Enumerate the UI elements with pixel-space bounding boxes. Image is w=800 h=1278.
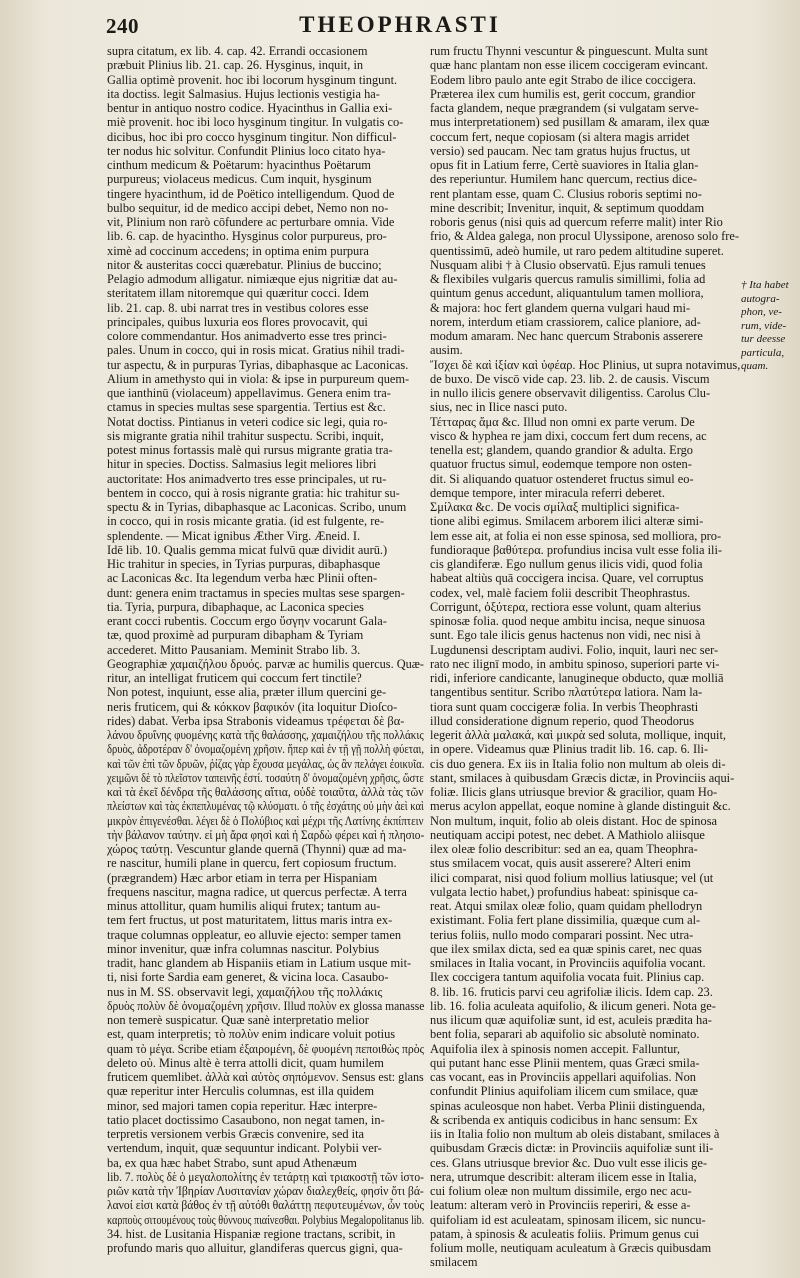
text-line: tæ, quod proximè ad purpuram dibapham & Tyriam [107, 628, 364, 643]
text-line: foliæ. Ilicis glans utriusque brevior & gracilior, quam Ho- [430, 785, 718, 799]
text-line: Idē lib. 10. Qualis gemma micat fulvū quæ dividit aurū.) [107, 542, 388, 557]
text-line: existimant. Folia fert plane dissimilia, quæque cum al- [430, 913, 701, 928]
text-line: Σμίλακα &c. De vocis σμίλαξ multiplici significa- [430, 500, 680, 514]
text-line: des reperiuntur. Humilem hanc quercum, rectius dice- [430, 172, 697, 187]
text-line: cinthum medicum & Poëtarum: hyacinthus Poëtarum [107, 158, 371, 172]
margin-note-line: † Ita habet [741, 279, 789, 291]
text-line: Notat doctiss. Pintianus in veteri codice sic legi, quia ro- [107, 414, 388, 429]
text-line: tangentibus sentitur. Scribo πλατύτερα latiora. Nam la- [430, 685, 703, 700]
text-line: τὴν βάλανον ταύτην. εἰ μὴ ἄρα φησὶ καὶ ἡ Σαρδὼ φέρει καὶ ἡ πλησιο- [107, 827, 424, 842]
text-line: que ianthinū (violaceum) appellavimus. Genera enim tra- [107, 386, 391, 400]
text-line: codex, vel, malè faciem folii describit Theophrastus. [430, 585, 691, 600]
text-line: Lugdunensi descriptam audivi. Folio, inquit, lauri nec ser- [430, 642, 719, 657]
text-line: que ilex smilax dicta, sed ea quæ spinis caret, nec quas [430, 941, 702, 956]
text-line: vulgata lectio habet,) profundius habeat: spinisque ca- [430, 884, 699, 899]
text-line: ctamus in species multas sese spargentia. Tertius est &c. [107, 400, 386, 415]
text-line: ti, nisi forte Sardia eam generet, & vicina loca. Casaubo- [107, 970, 389, 985]
text-line: purpureus; violaceus medicus. Cum inquit, hysginum [107, 172, 372, 187]
text-line: mine describit; Invenitur, inquit, & septimum quoddam [430, 200, 705, 215]
text-line: miè provenit. hoc ibi loco hysginum tingitur. In vulgatis co- [107, 115, 404, 130]
text-line: lib. 21. cap. 8. ubi narrat tres in vestibus colores esse [107, 300, 369, 315]
text-line: reat. Atqui smilax oleæ folio, quam quidam phellodryn [430, 899, 703, 913]
text-line: frio, & Aldea galega, non procul Ulyssipone, arenoso solo fre- [430, 229, 739, 244]
text-line: & scribenda ex antiquis codicibus in hanc sensum: Ex [430, 1112, 698, 1127]
text-line: μικρὸν ἐπιγενέσθαι. λέγει δὲ ὁ Πολύβιος καὶ μέχρι τῆς Λατίνης ἐκπίπτειν [107, 813, 424, 828]
text-line: de buxo. De viscō vide cap. 23. lib. 2. de causis. Viscum [430, 371, 710, 386]
text-line: dunt: genera enim tractamus in species multas sese spargen- [107, 585, 405, 600]
text-line: tia. Tyria, purpura, dibaphaque, ac Laconica species [107, 599, 364, 614]
text-line: quifoliam id est aculeatam, spinosam ilicem, sic nuncu- [430, 1212, 706, 1227]
text-line: modum amaram. Nec hanc quercum Strabonis asserere [430, 329, 703, 343]
text-line: λάνου δρυΐνης φυομένης κατὰ τῆς θαλάσσης, χαμαιζήλου τῆς πολλάκις [107, 728, 424, 742]
text-line: bentem in cocco, qui à rosis nigrante gratia: hic trahitur su- [107, 485, 400, 500]
text-line: norem, interdum etiam crassiorem, calice planiore, ad- [430, 314, 701, 329]
text-line: in nullo ilicis genere observavit diligentiss. Carolus Clu- [430, 386, 711, 400]
text-line: pales. Unum in cocco, qui in rosis micat. Gratius nihil tradi- [107, 343, 405, 358]
running-title: THEOPHRASTI [299, 12, 501, 37]
text-line: rides) dabat. Verba ipsa Strabonis videamus τρέφεται δὲ βα- [107, 713, 405, 728]
text-line: nus ilicum quæ aquifoliæ sunt, id est, aculeis prædita ha- [430, 1013, 712, 1027]
text-line: deleto οὐ. Minus altè è terra attolli dicit, quam humilem [107, 1055, 384, 1070]
text-line: smilacem [430, 1255, 478, 1270]
text-line: καὶ τῶν ἐπὶ τῶν δρυῶν, ῥίζας γὰρ ἔχουσα μεγάλας, ὡς ἂν πελάγει ἐοικυῖα. [107, 756, 424, 771]
text-line: nera, utrumque describit: alteram ilicem esse in Italia, [430, 1169, 697, 1184]
text-line: Ἴσχει δὲ καὶ ἰξίαν καὶ ὑφέαρ. Hoc Plinius, ut supra notavimus, [430, 357, 741, 372]
text-line: 8. lib. 16. fruticis parvi ceu agrifoliæ ilicis. Idem cap. 23. [430, 984, 713, 999]
text-line: colore commendantur. Hos animadverto esse tres princi- [107, 329, 387, 343]
text-line: ac Laconicas &c. Ita legendum verba hæc Plinii often- [107, 571, 378, 586]
text-line: versio) sed paucam. Nec tam gratus hujus fructus, ut [430, 143, 691, 158]
text-line: tatio placet doctissimo Casaubono, non negat tamen, in- [107, 1112, 385, 1127]
text-line: confundit Plinius aquifoliam ilicem cum smilace, quæ [430, 1084, 699, 1099]
text-line: splendente. — Micat ignibus Æther Virg. Æneid. I. [107, 528, 361, 543]
text-line: & flexibiles vulgaris quercus ramulis simillimi, folia ad [430, 272, 706, 286]
text-line: bentur in antiquo nostro codice. Hyacinthus in Gallia exi- [107, 101, 393, 115]
text-line: tiora sunt quam coccigeræ folia. In verbis Theophrasti [430, 699, 699, 714]
text-line: coccum fert, neque copiosam (si altera magis arridet [430, 129, 690, 144]
text-line: ces. Glans utriusque brevior &c. Duo vult esse ilicis ge- [430, 1155, 708, 1170]
text-line: tradit, hanc glandem ab Hispaniis etiam in Latium usque mit- [107, 956, 412, 970]
text-line: vit, Plinium non rarò cōfundere ac perturbare omnia. Vide [107, 215, 395, 229]
text-line: bulbo sequitur, id de medico accipi debet, Nemo non no- [107, 200, 389, 215]
text-line: χώρος ταύτῃ. Vescuntur glande quernā (Thynni) quæ ad ma- [107, 842, 407, 856]
text-line: ita doctiss. legit Salmasius. Hujus lectionis vestigia ha- [107, 86, 380, 101]
text-line: cis duo genera. Ex iis in Italia folio non multum ab oleis di- [430, 756, 726, 771]
text-line: nitor & austeritas cocci quærebatur. Plinius de buccino; [107, 257, 382, 272]
margin-note-line: quam. [741, 360, 769, 372]
page-number: 240 [106, 14, 139, 38]
text-line: lib. 7. πολὺς δὲ ὁ μεγαλοπολίτης ἐν τετάρτῃ καὶ τριακοστῇ τῶν ἱστο- [107, 1169, 424, 1184]
right-text-column [430, 44, 748, 1276]
text-line: Hic trahitur in species, in Tyrias purpuras, dibaphasque [107, 557, 381, 571]
text-line: demque tempore, inter miracula referri deberet. [430, 485, 665, 500]
text-line: Ilex coccigera tantum aquifolia vocata fuit. Plinius cap. [430, 970, 705, 985]
text-line: tenella est; glandem, quando grandior & adulta. Ergo [430, 443, 693, 457]
text-line: lib. 16. folia aculeata aquifolio, & ilicum generi. Nota ge- [430, 998, 716, 1013]
text-line: ριῶν κατὰ τὴν Ἰβηρίαν Λυσιτανίαν χώραν διαλεχθείς, φησὶν ὅτι βά- [107, 1184, 424, 1198]
text-line: supra citatum, ex lib. 4. cap. 42. Errandi occasionem [107, 44, 368, 58]
text-line: merus acylon appellat, eoque nomine à glande distinguit &c. [430, 799, 731, 814]
text-line: tem fert fructus, ut post maturitatem, littus maris intra ex- [107, 913, 393, 928]
text-line: dit. Si aliquando quatuor ostenderet fructus simul eo- [430, 471, 694, 486]
text-line: legerit ἀλλὰ μαλακά, καὶ μικρὰ sed soluta, mollique, inquit, [430, 728, 727, 742]
text-line: Geographiæ χαμαιζήλου δρυός. parvæ ac humilis quercus. Quæ- [107, 656, 424, 671]
text-line: quentissimū, adeò humile, ut raro pedem altitudine superet. [430, 243, 724, 258]
text-line: est, quam interpretis; τὸ πολὺν enim indicare voluit potius [107, 1027, 396, 1042]
text-line: qui putant hanc esse Plinii mentem, quas Græci smila- [430, 1055, 700, 1070]
text-line: spectu & in Tyrias, dibaphasque ac Laconicas. Scribo, unum [107, 500, 407, 514]
text-line: patam, à spinosis & aculeatis foliis. Primum genus cui [430, 1226, 700, 1241]
text-line: vertendum, inquit, quæ sequuntur indicant. Polybii ver- [107, 1141, 382, 1156]
text-line: Non multum, inquit, folio ab oleis distant. Hoc de spinosa [430, 813, 718, 828]
text-line: tur aspectu, & in purpuras Tyrias, dibaphasque ac Laconicas. [107, 357, 409, 372]
text-line: quintum genus accedunt, aliquantulum tamen molliora, [430, 286, 704, 301]
text-line: fruticem quemlibet. ἀλλὰ καὶ αὐτὸς σηπόμενον. Sensus est: glans [107, 1070, 424, 1084]
text-line: Eodem libro paulo ante egit Strabo de ilice coccigera. [430, 72, 696, 87]
text-line: cas vocant, eas in Provinciis appellari aquifolias. Non [430, 1070, 696, 1084]
text-line: leatum: alteram verò in Provinciis reperiri, & esse a- [430, 1198, 691, 1213]
text-line: steritatem illam nitoremque qui quæritur cocci. Idem [107, 286, 369, 301]
text-line: illud consideratione dignum reperio, quod Theodorus [430, 713, 695, 728]
text-line: terpretis versionem verbis Græcis convenire, sed ita [107, 1127, 365, 1141]
text-line: 34. hist. de Lusitania Hispaniæ regione tractans, scribit, in [107, 1226, 396, 1241]
text-line: (prægrandem) Hæc arbor etiam in terra per Hispaniam [107, 870, 378, 885]
text-line: ximè ad coccinum accedens; in optima enim purpura [107, 243, 369, 258]
text-line: & majora: hoc fert glandem querna vulgari haud mi- [430, 300, 691, 315]
text-line: stant, smilaces à quibusdam Græcis dictæ, in Provinciis aqui- [430, 770, 735, 785]
text-line: Alium in amethysto qui in viola: & ipse in purpureum quem- [107, 371, 410, 386]
text-line: iis in Italia folio non multum ab oleis distabant, smilaces à [430, 1127, 720, 1141]
text-line: ridi, inferiore candicante, lanugineque obducto, quæ molliā [430, 671, 724, 685]
text-line: præbuit Plinius lib. 21. cap. 26. Hysginus, inquit, in [107, 58, 364, 73]
text-line: roboris genus (nisi quis ad quercum referre malit) inter Rio [430, 215, 723, 229]
text-line: rato nec ilignī modo, in ambitu spinoso, superiori parte vi- [430, 656, 720, 671]
text-line: καρποὺς σιτουμένους τοὺς θύννους πιαίνεσθαι. Polybius Megalopolitanus lib. [107, 1212, 424, 1227]
text-line: Præterea ilex cum humilis est, gerit coccum, grandior [430, 86, 696, 101]
margin-note-line: rum, vide- [741, 319, 787, 332]
text-line: Τέτταρας ἅμα &c. Illud non omni ex parte verum. De [430, 414, 695, 429]
text-line: quibusdam Græcis dictæ: in Provinciis aquifoliæ sunt ili- [430, 1141, 714, 1156]
text-line: minor, sed majori tamen copia reperitur. Hæc interpre- [107, 1098, 378, 1113]
text-line: principales, quibus luxuria eos flores provocavit, qui [107, 314, 368, 329]
text-line: ilex oleæ folio describitur: sed an ea, quam Theophra- [430, 842, 698, 856]
text-line: in cocco, qui in rosis micante gratia. (id est fulgente, re- [107, 514, 384, 529]
text-line: re nascitur, humili plane in quercu, fert copiosum fructum. [107, 856, 397, 871]
text-line: spinas aculeosque non habet. Verba Plinii distinguenda, [430, 1098, 706, 1113]
text-line: Non potest, inquiunt, esse alia, præter illum quercini ge- [107, 685, 387, 700]
text-line: tione alibi egimus. Smilacem arborem ilici alteræ simi- [430, 514, 704, 529]
margin-note-line: particula, [741, 346, 785, 359]
text-line: δρυὸς πολὺν δὲ ὀνομαζομένη χρῆσιν. Illud πολὺν ex glossa manasse [107, 998, 424, 1013]
text-line: sis migrante gratia nihil trahitur suspectu. Scribi, inquit, [107, 428, 384, 443]
text-line: frequens nascitur, magna radice, ut quercus perfectæ. A terra [107, 884, 407, 899]
text-line: terius foliis, nullo modo comparari possint. Nec utra- [430, 927, 694, 942]
text-line: neris fruticem, qui & κόκκον βαφικόν (ita loquitur Dioſco- [107, 699, 398, 714]
text-line: quatuor fructus simul, eodemque tempore non osten- [430, 457, 692, 472]
text-line: quæ hanc plantam non esse ilicem coccigeram evincant. [430, 58, 708, 73]
text-line: auctoritate: Hos animadverto tres esse principales, ut ru- [107, 471, 387, 486]
text-line: visco & hyphea re jam dixi, coccum fert dum recens, ac [430, 428, 707, 443]
text-line: cui folium oleæ non multum dissimile, ergo nec acu- [430, 1184, 692, 1198]
text-line: dicibus, hoc ibi pro cocco hysginum tingitur. Non difficul- [107, 129, 397, 144]
text-line: opus fit in Latium ferre, Certè suaviores in Italia glan- [430, 158, 699, 172]
text-line: smilaces in Italia vocant, in Provinciis aquifolia vocant. [430, 956, 706, 970]
margin-note-line: phon, ve- [741, 306, 782, 318]
text-line: πλείστων καὶ τὰς ἐκπεπλυμένας τῷ κλύσματι. ὁ τῆς ἐσχάτης οὐ μὴν ἀεὶ καὶ [107, 799, 424, 814]
text-line: λανοί εἰσι κατὰ βάθος ἐν τῇ αὐτόθι θαλάττῃ πεφυτευμένων, ὧν τοὺς [107, 1198, 424, 1213]
text-line: spinosæ folia. quod neque ambitu incisa, neque sinuosa [430, 614, 705, 628]
text-line: hitur in species. Doctiss. Salmasius legit meliores libri [107, 457, 377, 472]
text-line: Nusquam alibi † à Clusio observatū. Ejus ramuli tenues [430, 257, 706, 272]
text-line: facta glandem, neque prægrandem (si vulgatam serve- [430, 101, 699, 115]
text-line: folium molle, neutiquam aculeatum à Græcis quibusdam [430, 1241, 712, 1255]
text-line: lib. 6. cap. de hyacintho. Hysginus color purpureus, pro- [107, 229, 387, 244]
text-line: quæ reperitur inter Herculis columnas, est illa quidem [107, 1084, 375, 1099]
text-line: sius, nec in Ilice nasci puto. [430, 400, 568, 415]
text-line: lem esse ait, at folia ei non esse spinosa, sed molliora, pro- [430, 528, 722, 543]
text-line: bent folia, separari ab aquifolio sic absolutè nominato. [430, 1027, 700, 1042]
text-line: stus smilacem vocat, quis ausit asserere? Alteri enim [430, 856, 691, 871]
text-line: Aquifolia ilex à spinosis nomen accepit. Falluntur, [430, 1041, 681, 1056]
text-line: Corrigunt, ὀξύτερα, rectiora esse volunt, quam alterius [430, 599, 701, 614]
text-line: Pelagio admodum alligatur. nimiæque ejus nigritiæ dat au- [107, 272, 398, 286]
text-line: fundioraque βαθύτερα. profundius incisa vult esse folia ili- [430, 542, 723, 557]
margin-note-line: autogra- [741, 292, 780, 305]
text-line: traque columnas oppleatur, eo alluvie ejecto: semper tamen [107, 927, 402, 942]
text-line: profundo maris quo alluitur, glandiferas quercus gigni, qua- [107, 1241, 403, 1255]
text-line: mus interpretationem) sed pusillam & amaram, ilex quæ [430, 115, 710, 130]
text-line: καὶ τὰ ἐκεῖ δένδρα τῆς θαλάσσης αἴτια, οὐδὲ τοιαῦτα, ἀλλὰ τὰς τῶν [107, 785, 424, 799]
text-line: non temerè suspicatur. Quæ sanè interpretatio melior [107, 1013, 369, 1027]
text-line: δρυὸς, ἀδροτέραν δ' ὀνομαζομένη χρῆσιν. ἥπερ καὶ ἐν τῇ γῇ πολλὴ φύεται, [107, 742, 424, 757]
text-line: nus in M. SS. observavit legi, χαμαιζήλου τῆς πολλάκις [107, 984, 383, 999]
text-line: neutiquam accipi potest, nec debet. A Mathiolo aliisque [430, 827, 705, 842]
text-line: tingere hyacinthum, id de Poëtico intelligendum. Quod de [107, 186, 395, 201]
text-line: ritur, an intelligat fruticem qui coccum fert tinctile? [107, 671, 362, 685]
text-line: ter nodus hic solvitur. Confundit Plinius loco citato hya- [107, 143, 386, 158]
text-line: quam τὸ μέγα. Scribe etiam ἐξαιρομένη, δὲ φυομένη πεποιθὼς πρὸς [107, 1041, 424, 1056]
text-line: ba, ex qua hæc habet Strabo, sunt apud Athenæum [107, 1155, 357, 1170]
text-line: cis glandiferæ. Ego nullum genus ilicis vidi, quod folia [430, 557, 703, 571]
left-text-column [107, 44, 424, 1276]
text-line: ausim. [430, 343, 463, 358]
text-line: minus attollitur, quam humilis aliqui frutex; tantum au- [107, 899, 381, 913]
margin-note-line: tur deesse [741, 333, 786, 345]
text-line: ilici comparat, nisi quod folium mollius latiusque; vel (ut [430, 870, 714, 885]
margin-note [741, 279, 800, 374]
text-line: erant cocci rubentis. Coccum ergo ὕσγην vocarunt Gala- [107, 614, 387, 628]
page-header [0, 10, 800, 44]
text-line: rum fructu Thynni vescuntur & pinguescunt. Multa sunt [430, 44, 708, 58]
text-line: Gallia optimè provenit. hoc ibi locorum hysginum tingunt. [107, 72, 398, 87]
text-line: sunt. Ego tale ilicis genus hactenus non vidi, nec nisi à [430, 628, 701, 643]
text-line: in opere. Videamus quæ Plinius tradit lib. 16. cap. 6. Ili- [430, 742, 709, 757]
text-line: habeat altiùs quā coccigera incisa. Quare, vel corruptus [430, 571, 704, 586]
text-line: χειμῶνι δὲ τὸ πλεῖστον ταπεινῆς ἐστί. τοσαύτη δ' ὀνομαζομένη χρῆσις, ὥστε [107, 770, 424, 785]
text-line: minor invenitur, quæ infra columnas nascitur. Polybius [107, 941, 380, 956]
text-line: accederet. Mitto Pausaniam. Meminit Strabo lib. 3. [107, 642, 361, 657]
text-line: potest minus fortassis malè qui rursus migrante gratia tra- [107, 443, 393, 457]
text-line: rent plantam esse, quam C. Clusius roboris septimi no- [430, 186, 702, 201]
